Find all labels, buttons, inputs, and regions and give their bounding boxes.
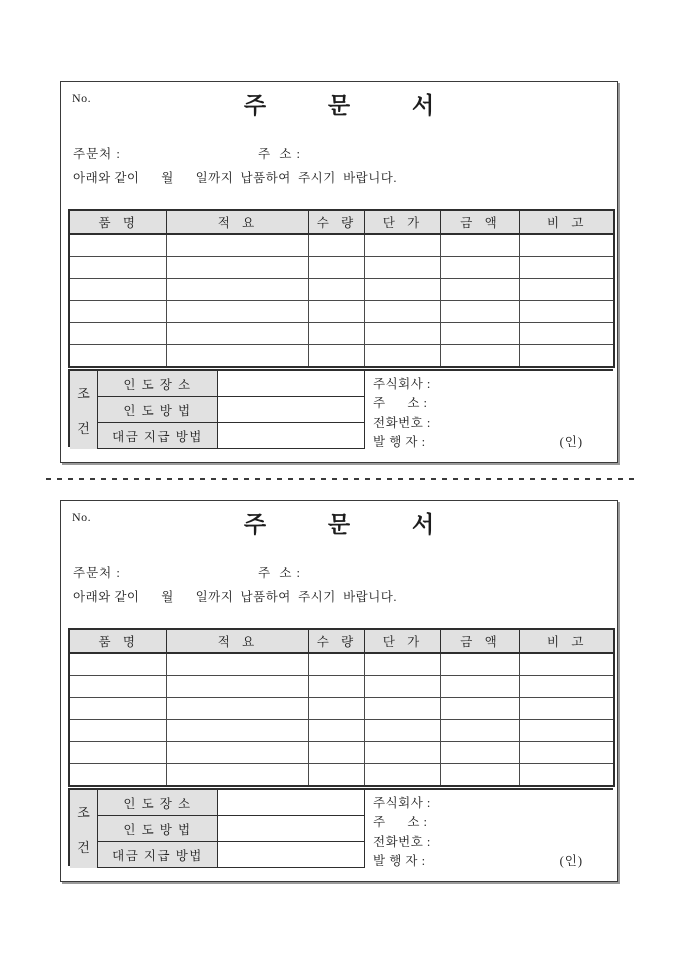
table-cell[interactable]: [166, 279, 308, 301]
table-cell[interactable]: [519, 257, 614, 279]
table-cell[interactable]: [364, 720, 440, 742]
table-row: [69, 234, 614, 257]
table-cell[interactable]: [69, 301, 166, 323]
conditions-vertical-label: [70, 371, 98, 449]
delivery-instruction: 아래와 같이 월 일까지 납품하여 주시기 바랍니다.: [73, 590, 398, 604]
issuer-address-label: 주 소 :: [373, 396, 428, 411]
table-cell[interactable]: [308, 720, 364, 742]
condition-label-payment-method: 대금 지급 방법: [98, 423, 218, 449]
table-row: [69, 345, 614, 368]
table-cell[interactable]: [166, 323, 308, 345]
table-cell[interactable]: [519, 742, 614, 764]
table-cell[interactable]: [440, 279, 519, 301]
table-cell[interactable]: [440, 676, 519, 698]
publisher-line: [373, 852, 615, 871]
conditions-char-bottom: 건: [77, 421, 90, 436]
phone-label: 전화번호 :: [373, 834, 431, 849]
address-label: 주 소 :: [258, 566, 301, 580]
table-cell[interactable]: [364, 279, 440, 301]
conditions-section: [68, 788, 613, 869]
table-cell[interactable]: [69, 257, 166, 279]
table-row: [69, 764, 614, 787]
table-cell[interactable]: [440, 698, 519, 720]
column-header-item-name: 품 명: [69, 629, 166, 653]
table-cell[interactable]: [440, 301, 519, 323]
table-cell[interactable]: [519, 345, 614, 368]
table-cell[interactable]: [308, 279, 364, 301]
document-number-label: No.: [72, 91, 92, 105]
orderer-label: 주문처 :: [73, 566, 121, 580]
table-cell[interactable]: [166, 676, 308, 698]
condition-value-payment-method[interactable]: [218, 842, 365, 868]
table-cell[interactable]: [308, 301, 364, 323]
table-cell[interactable]: [69, 720, 166, 742]
table-cell[interactable]: [166, 698, 308, 720]
column-header-unit-price: 단 가: [364, 210, 440, 234]
condition-value-delivery-method[interactable]: [218, 816, 365, 842]
table-row: [69, 653, 614, 676]
column-header-description: 적 요: [166, 629, 308, 653]
table-cell[interactable]: [519, 279, 614, 301]
conditions-char-bottom: 건: [77, 840, 90, 855]
company-line: [373, 794, 615, 813]
delivery-instruction: 아래와 같이 월 일까지 납품하여 주시기 바랍니다.: [73, 171, 398, 185]
table-cell[interactable]: [69, 698, 166, 720]
table-row: [69, 279, 614, 301]
table-cell[interactable]: [166, 742, 308, 764]
table-cell[interactable]: [69, 323, 166, 345]
table-cell[interactable]: [308, 653, 364, 676]
table-cell[interactable]: [308, 234, 364, 257]
condition-label-delivery-method: 인 도 방 법: [98, 816, 218, 842]
issuer-info: [365, 790, 615, 868]
company-line: [373, 375, 615, 394]
table-cell[interactable]: [166, 720, 308, 742]
column-header-item-name: 품 명: [69, 210, 166, 234]
table-row: [69, 323, 614, 345]
condition-label-delivery-place: 인 도 장 소: [98, 371, 218, 397]
table-cell[interactable]: [69, 345, 166, 368]
company-label: 주식회사 :: [373, 377, 431, 391]
conditions-section: [68, 369, 613, 450]
table-cell[interactable]: [519, 698, 614, 720]
table-cell[interactable]: [519, 764, 614, 787]
table-cell[interactable]: [440, 653, 519, 676]
table-cell[interactable]: [69, 676, 166, 698]
table-cell[interactable]: [519, 653, 614, 676]
items-table-header-row: [69, 629, 614, 653]
column-header-quantity: 수 량: [308, 629, 364, 653]
column-header-description: 적 요: [166, 210, 308, 234]
table-row: [69, 720, 614, 742]
table-cell[interactable]: [166, 764, 308, 787]
table-row: [69, 257, 614, 279]
table-cell[interactable]: [519, 301, 614, 323]
table-cell[interactable]: [69, 653, 166, 676]
seal-mark: (인): [559, 435, 583, 450]
column-header-amount: 금 액: [440, 210, 519, 234]
table-cell[interactable]: [308, 698, 364, 720]
issuer-address-label: 주 소 :: [373, 815, 428, 830]
table-cell[interactable]: [166, 653, 308, 676]
column-header-unit-price: 단 가: [364, 629, 440, 653]
table-cell[interactable]: [364, 742, 440, 764]
issuer-address-line: [373, 394, 615, 413]
publisher-line: [373, 433, 615, 452]
table-cell[interactable]: [69, 279, 166, 301]
table-row: [69, 698, 614, 720]
address-label: 주 소 :: [258, 147, 301, 161]
table-cell[interactable]: [308, 742, 364, 764]
table-cell[interactable]: [440, 257, 519, 279]
orderer-label: 주문처 :: [73, 147, 121, 161]
company-label: 주식회사 :: [373, 796, 431, 810]
table-cell[interactable]: [364, 234, 440, 257]
issuer-address-line: [373, 813, 615, 832]
condition-label-delivery-method: 인 도 방 법: [98, 397, 218, 423]
order-form-copy-2: [60, 500, 618, 882]
table-cell[interactable]: [364, 345, 440, 368]
phone-line: [373, 414, 615, 433]
publisher-label: 발 행 자 :: [373, 854, 426, 869]
table-cell[interactable]: [166, 257, 308, 279]
table-cell[interactable]: [166, 234, 308, 257]
table-cell[interactable]: [364, 323, 440, 345]
table-cell[interactable]: [364, 301, 440, 323]
phone-line: [373, 833, 615, 852]
table-cell[interactable]: [364, 676, 440, 698]
conditions-char-top: 조: [77, 386, 90, 401]
table-cell[interactable]: [440, 742, 519, 764]
table-cell[interactable]: [364, 257, 440, 279]
column-header-remarks: 비 고: [519, 210, 614, 234]
form-title: 주 문 서: [243, 512, 463, 537]
condition-label-delivery-place: 인 도 장 소: [98, 790, 218, 816]
table-cell[interactable]: [364, 653, 440, 676]
perforation-divider: [46, 478, 635, 480]
table-cell[interactable]: [308, 257, 364, 279]
issuer-info: [365, 371, 615, 449]
column-header-remarks: 비 고: [519, 629, 614, 653]
table-cell[interactable]: [364, 698, 440, 720]
table-cell[interactable]: [69, 742, 166, 764]
table-cell[interactable]: [519, 720, 614, 742]
conditions-char-top: 조: [77, 805, 90, 820]
table-cell[interactable]: [519, 676, 614, 698]
table-cell[interactable]: [440, 720, 519, 742]
column-header-quantity: 수 량: [308, 210, 364, 234]
items-table: [68, 209, 615, 368]
items-table: [68, 628, 615, 787]
table-cell[interactable]: [166, 301, 308, 323]
phone-label: 전화번호 :: [373, 415, 431, 430]
condition-value-payment-method[interactable]: [218, 423, 365, 449]
order-form-copy-1: [60, 81, 618, 463]
conditions-vertical-label: [70, 790, 98, 868]
seal-mark: (인): [559, 854, 583, 869]
table-cell[interactable]: [308, 345, 364, 368]
table-cell[interactable]: [440, 234, 519, 257]
table-cell[interactable]: [440, 323, 519, 345]
column-header-amount: 금 액: [440, 629, 519, 653]
publisher-label: 발 행 자 :: [373, 435, 426, 450]
table-row: [69, 742, 614, 764]
table-cell[interactable]: [440, 764, 519, 787]
table-cell[interactable]: [519, 323, 614, 345]
form-title: 주 문 서: [243, 93, 463, 118]
table-cell[interactable]: [308, 676, 364, 698]
table-cell[interactable]: [440, 345, 519, 368]
table-cell[interactable]: [69, 234, 166, 257]
table-cell[interactable]: [166, 345, 308, 368]
condition-value-delivery-place[interactable]: [218, 790, 365, 816]
table-cell[interactable]: [519, 234, 614, 257]
items-table-header-row: [69, 210, 614, 234]
table-cell[interactable]: [69, 764, 166, 787]
table-cell[interactable]: [308, 764, 364, 787]
table-cell[interactable]: [308, 323, 364, 345]
table-cell[interactable]: [364, 764, 440, 787]
table-row: [69, 676, 614, 698]
document-number-label: No.: [72, 510, 92, 524]
condition-value-delivery-method[interactable]: [218, 397, 365, 423]
condition-label-payment-method: 대금 지급 방법: [98, 842, 218, 868]
condition-value-delivery-place[interactable]: [218, 371, 365, 397]
table-row: [69, 301, 614, 323]
